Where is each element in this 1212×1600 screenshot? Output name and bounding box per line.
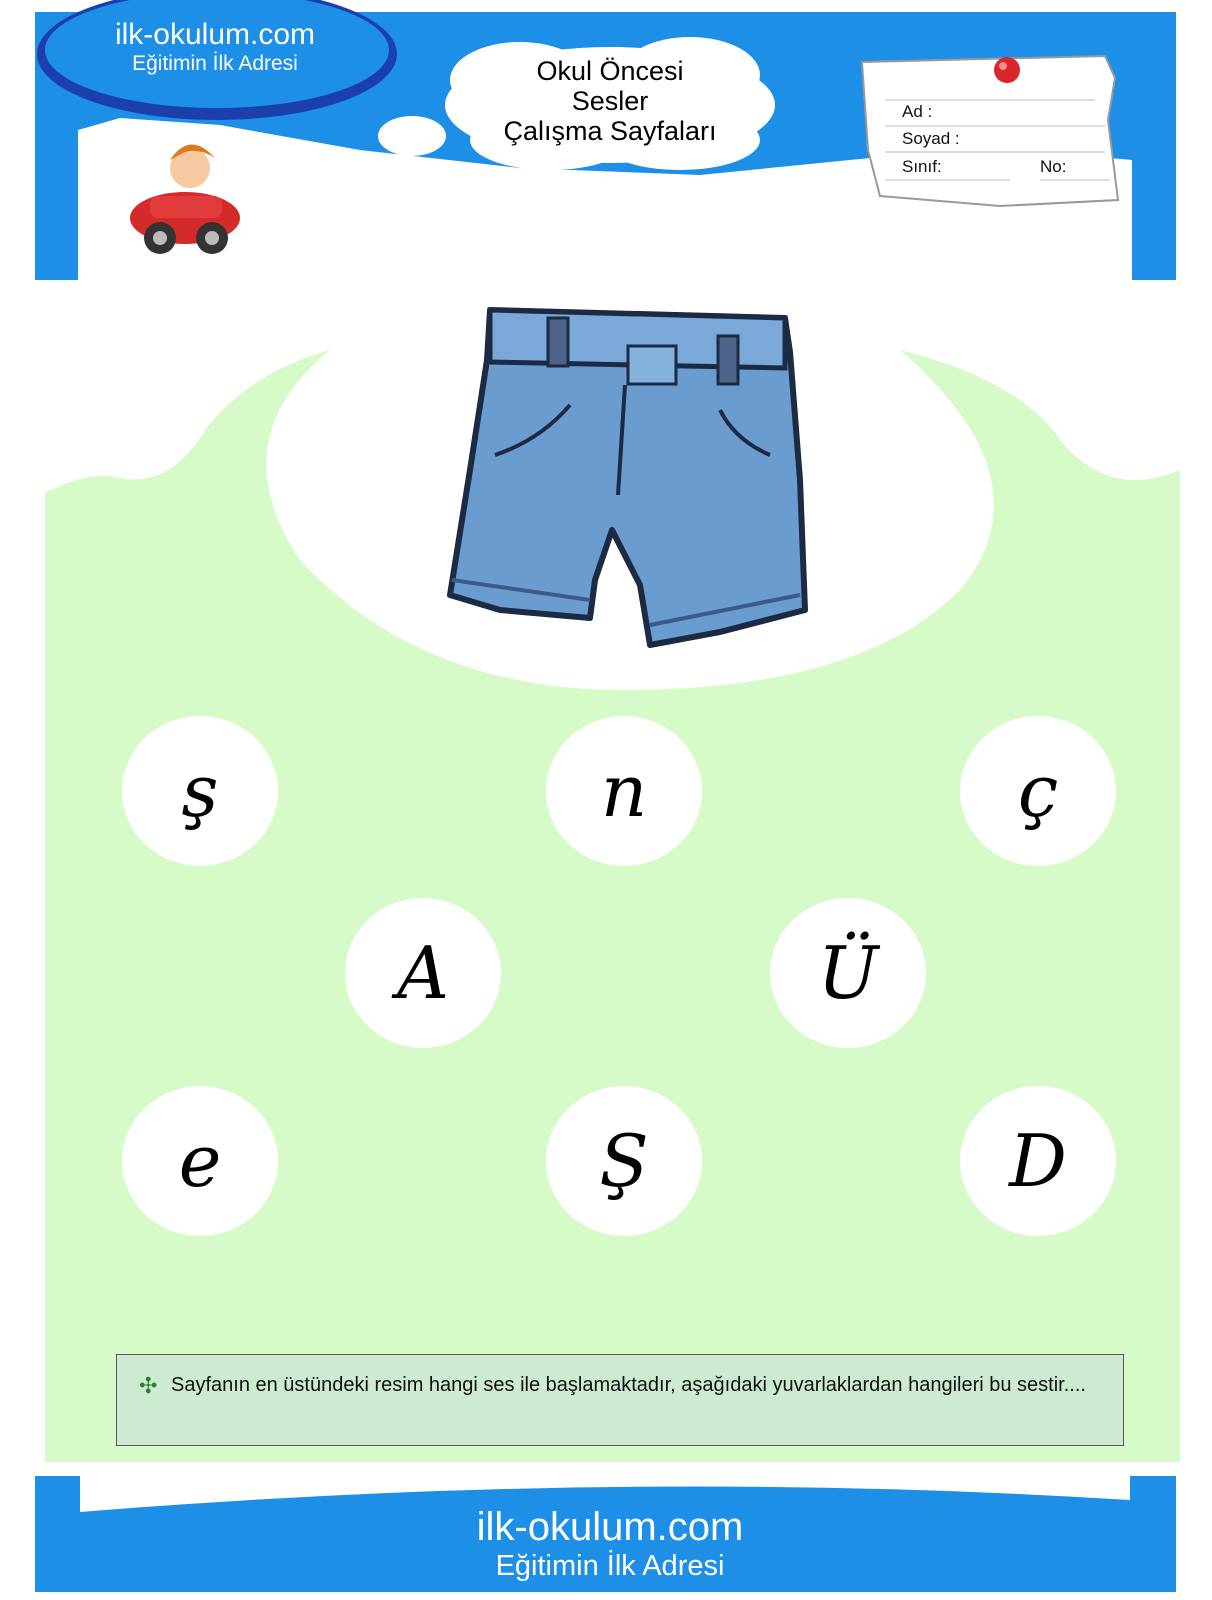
letter-option: ş: [181, 749, 219, 833]
instruction-text: Sayfanın en üstündeki resim hangi ses ile başlamaktadır, aşağıdaki yuvarlaklardan hangileri bu sestir....: [171, 1374, 1086, 1396]
letter-circle[interactable]: [345, 898, 501, 1048]
letter-option: Ş: [599, 1119, 649, 1203]
footer-site-name: ilk-okulum.com: [476, 1505, 744, 1549]
number-field-label: No:: [1040, 157, 1067, 176]
letter-circle[interactable]: [770, 898, 926, 1048]
class-field-label: Sınıf:: [902, 157, 942, 176]
letter-circle[interactable]: [960, 1086, 1116, 1236]
car-boy-icon: [130, 144, 240, 254]
site-slogan: Eğitimin İlk Adresi: [132, 52, 298, 75]
student-form-paper: [862, 56, 1118, 206]
footer-site-slogan: Eğitimin İlk Adresi: [495, 1550, 725, 1582]
title-line-2: Sesler: [571, 86, 649, 116]
letter-option: ç: [1017, 749, 1059, 833]
pushpin-icon: [994, 57, 1020, 83]
page-title: [470, 56, 750, 146]
letter-option: n: [600, 749, 648, 833]
title-line-1: Okul Öncesi: [536, 56, 684, 86]
letter-circle[interactable]: [546, 716, 702, 866]
site-name: ilk-okulum.com: [114, 18, 316, 51]
letter-option: e: [178, 1119, 222, 1203]
clover-bullet-icon: ✣: [139, 1373, 158, 1398]
letter-option: D: [1009, 1119, 1067, 1203]
title-line-3: Çalışma Sayfaları: [503, 116, 717, 146]
name-field-label: Ad :: [902, 102, 933, 121]
denim-shorts-icon: [450, 310, 805, 645]
letter-option: A: [397, 931, 449, 1015]
letter-circle[interactable]: [122, 716, 278, 866]
instruction-box: [116, 1354, 1124, 1446]
surname-field-label: Soyad :: [902, 129, 960, 148]
letter-circle[interactable]: [546, 1086, 702, 1236]
letter-circle[interactable]: [960, 716, 1116, 866]
site-logo[interactable]: [70, 18, 360, 76]
letter-circle[interactable]: [122, 1086, 278, 1236]
letter-option: Ü: [817, 931, 879, 1015]
footer-logo[interactable]: [350, 1505, 870, 1583]
